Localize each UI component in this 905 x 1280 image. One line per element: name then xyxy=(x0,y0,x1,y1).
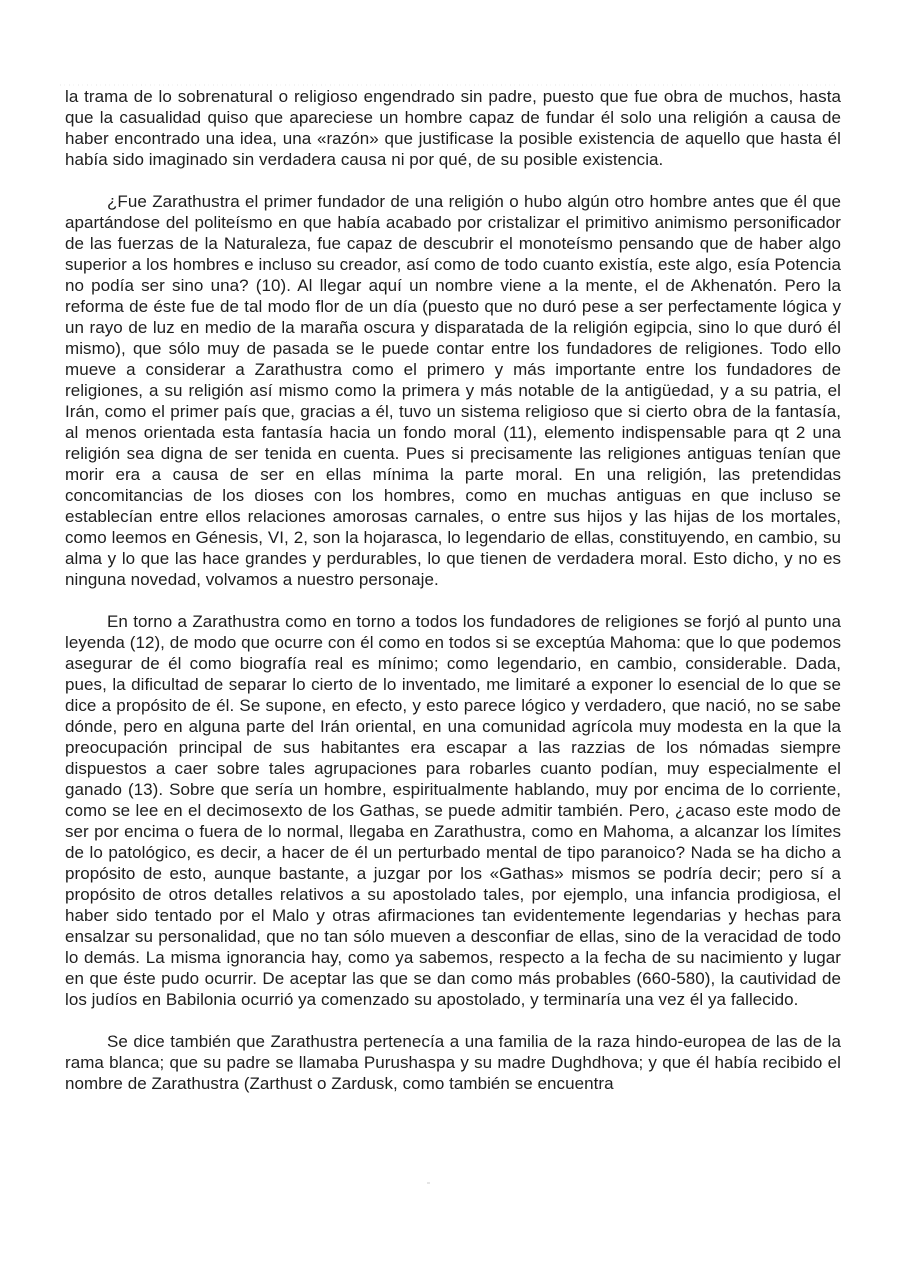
scan-speck xyxy=(427,1182,430,1184)
paragraph: ¿Fue Zarathustra el primer fundador de una religión o hubo algún otro hombre antes que él que apartándose del politeísmo en que había acabado por cristalizar el primitivo animismo personificador de las fuerzas de la Naturaleza, fue capaz de descubrir el monoteísmo pensando que de haber algo superior a los hombres e incluso su creador, así como de todo cuanto existía, este algo, esía Potencia no podía ser sino una? (10). Al llegar aquí un nombre viene a la mente, el de Akhenatón. Pero la reforma de éste fue de tal modo flor de un día (puesto que no duró pese a ser perfectamente lógica y un rayo de luz en medio de la maraña oscura y disparatada de la religión egipcia, sino lo que duró él mismo), que sólo muy de pasada se le puede contar entre los fundadores de religiones. Todo ello mueve a considerar a Zarathustra como el primero y más importante entre los fundadores de religiones, a su religión así mismo como la primera y más notable de la antigüedad, y a su patria, el Irán, como el primer país que, gracias a él, tuvo un sistema religioso que si cierto obra de la fantasía, al menos orientada esta fantasía hacia un fondo moral (11), elemento indispensable para qt 2 una religión sea digna de ser tenida en cuenta. Pues si precisamente las religiones antiguas tenían que morir era a causa de ser en ellas mínima la parte moral. En una religión, las pretendidas concomitancias de los dioses con los hombres, como en muchas antiguas en que incluso se establecían entre ellos relaciones amorosas carnales, o entre sus hijos y las hijas de los mortales, como leemos en Génesis, VI, 2, son la hojarasca, lo legendario de ellas, constituyendo, en cambio, su alma y lo que las hace grandes y perdurables, lo que tienen de verdadera moral. Esto dicho, y no es ninguna novedad, volvamos a nuestro personaje. xyxy=(65,192,841,589)
paragraph: En torno a Zarathustra como en torno a todos los fundadores de religiones se forjó al punto una leyenda (12), de modo que ocurre con él como en todos si se exceptúa Mahoma: que lo que podemos asegurar de él como biografía real es mínimo; como legendario, en cambio, considerable. Dada, pues, la dificultad de separar lo cierto de lo inventado, me limitaré a exponer lo esencial de lo que se dice a propósito de él. Se supone, en efecto, y esto parece lógico y verdadero, que nació, no se sabe dónde, pero en alguna parte del Irán oriental, en una comunidad agrícola muy modesta en la que la preocupación principal de sus habitantes era escapar a las razzias de los nómadas siempre dispuestos a caer sobre tales agrupaciones para robarles cuanto podían, muy especialmente el ganado (13). Sobre que sería un hombre, espiritualmente hablando, muy por encima de lo corriente, como se lee en el decimosexto de los Gathas, se puede admitir también. Pero, ¿acaso este modo de ser por encima o fuera de lo normal, llegaba en Zarathustra, como en Mahoma, a alcanzar los límites de lo patológico, es decir, a hacer de él un perturbado mental de tipo paranoico? Nada se ha dicho a propósito de esto, aunque bastante, a juzgar por los «Gathas» mismos se podría decir; pero sí a propósito de otros detalles relativos a su apostolado tales, por ejemplo, una infancia prodigiosa, el haber sido tentado por el Malo y otras afirmaciones tan evidentemente legendarias y hechas para ensalzar su personalidad, que no tan sólo mueven a desconfiar de ellas, sino de la veracidad de todo lo demás. La misma ignorancia hay, como ya sabemos, respecto a la fecha de su nacimiento y lugar en que éste pudo ocurrir. De aceptar las que se dan como más probables (660-580), la cautividad de los judíos en Babilonia ocurrió ya comenzado su apostolado, y terminaría una vez él ya fallecido. xyxy=(65,612,841,1009)
paragraph-cutoff: Se dice también que Zarathustra pertenecía a una familia de la raza hindo-europea de las de la rama blanca; que su padre se llamaba Purushaspa y su madre Dughdhova; y que él había recibido el nombre de Zarathustra (Zarthust o Zardusk, como también se encuentra xyxy=(65,1032,841,1093)
text-block xyxy=(65,86,841,1094)
paragraph-continuation: la trama de lo sobrenatural o religioso engendrado sin padre, puesto que fue obra de muchos, hasta que la casualidad quiso que apareciese un hombre capaz de fundar él solo una religión a causa de haber encontrado una idea, una «razón» que justificase la posible existencia de aquello que hasta él había sido imaginado sin verdadera causa ni por qué, de su posible existencia. xyxy=(65,87,841,169)
